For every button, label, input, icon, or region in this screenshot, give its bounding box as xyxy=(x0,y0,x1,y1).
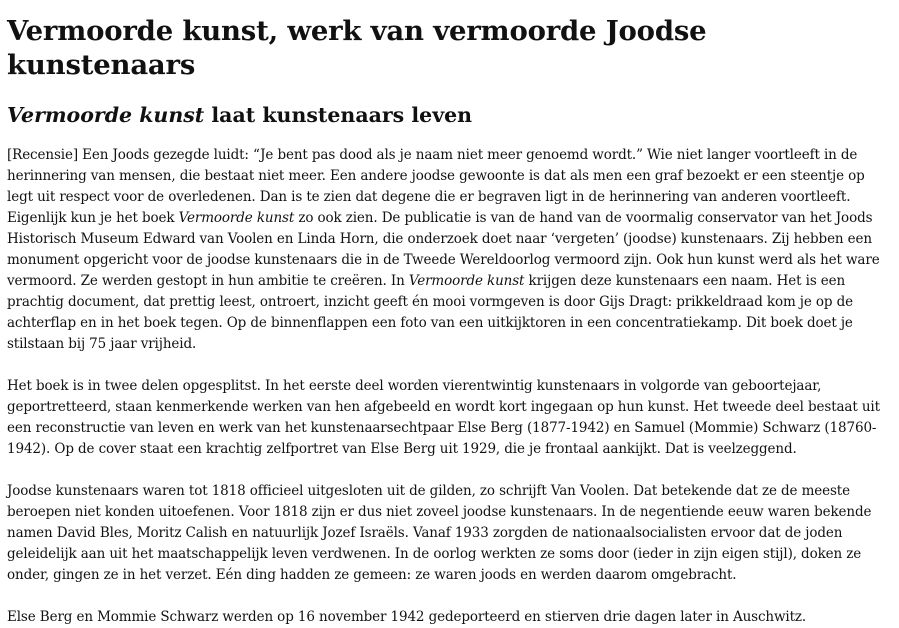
article-subtitle xyxy=(7,101,892,129)
subtitle-rest: laat kunstenaars leven xyxy=(204,103,473,127)
paragraph-1-part-c: zo ook zien. De publicatie is van de hand van de voormalig conservator van het Joods Historisch Museum Edward van Voolen en Linda Horn, die onderzoek doet naar ‘vergeten’ (joodse) kunstenaars. Zij hebben een monument opgericht voor de joodse kunstenaars die in de Tweede Wereldoorlog vermoord zijn. Ook hun kunst werd als het ware vermoord. Ze werden gestopt in hun ambitie te creëren. In xyxy=(7,210,880,289)
paragraph-1 xyxy=(7,145,892,355)
book-title-italic: Vermoorde kunst xyxy=(408,273,525,289)
subtitle-italic-book-title: Vermoorde kunst xyxy=(7,103,205,127)
paragraph-1-part-a: [Recensie] Een Joods gezegde luidt: “Je bent pas dood als je naam niet meer genoemd wordt.” Wie niet langer voortleeft in de herinnering van mensen, die bestaat niet meer. Een andere joodse gewoonte is dat als men een graf bezoekt er een steentje op legt uit respect voor de overledenen. Dan is te zien dat degene die er begraven ligt in de herinnering van anderen voortleeft. Eigenlijk kun je het boek xyxy=(7,147,865,226)
book-title-italic: Vermoorde kunst xyxy=(178,210,295,226)
paragraph-1-part-e: krijgen deze kunstenaars een naam. Het is een prachtig document, dat prettig leest, ontroert, inzicht geeft én mooi vormgeven is door Gijs Dragt: prikkeldraad kom je op de achterflap en in het boek tegen. Op de binnenflappen een foto van een uitkijktoren in een concentratiekamp. Dit boek doet je stilstaan bij 75 jaar vrijheid. xyxy=(7,273,854,352)
paragraph-4: Else Berg en Mommie Schwarz werden op 16 november 1942 gedeporteerd en stierven drie dagen later in Auschwitz. xyxy=(7,609,807,625)
paragraph-3: Joodse kunstenaars waren tot 1818 officieel uitgesloten uit de gilden, zo schrijft Van Voolen. Dat betekende dat ze de meeste beroepen niet konden uitoefenen. Voor 1818 zijn er dus niet zoveel joodse kunstenaars. In de negentiende eeuw waren bekende namen David Bles, Moritz Calish en natuurlijk Jozef Israëls. Vanaf 1933 zorgden de nationaalsocialisten ervoor dat de joden geleidelijk aan uit het maatschappelijk leven verdwenen. In de oorlog werkten ze soms door (ieder in zijn eigen stijl), doken ze onder, gingen ze in het verzet. Eén ding hadden ze gemeen: ze waren joods en werden daarom omgebracht. xyxy=(7,483,872,583)
page-title: Vermoorde kunst, werk van vermoorde Joodse kunstenaars xyxy=(7,15,707,81)
paragraph-2: Het boek is in twee delen opgesplitst. In het eerste deel worden vierentwintig kunstenaars in volgorde van geboortejaar, geportretteerd, staan kenmerkende werken van hen afgebeeld en wordt kort ingegaan op hun kunst. Het tweede deel bestaat uit een reconstructie van leven en werk van het kunstenaarsechtpaar Else Berg (1877-1942) en Samuel (Mommie) Schwarz (18760-1942). Op de cover staat een krachtig zelfportret van Else Berg uit 1929, die je frontaal aankijkt. Dat is veelzeggend. xyxy=(7,378,880,457)
